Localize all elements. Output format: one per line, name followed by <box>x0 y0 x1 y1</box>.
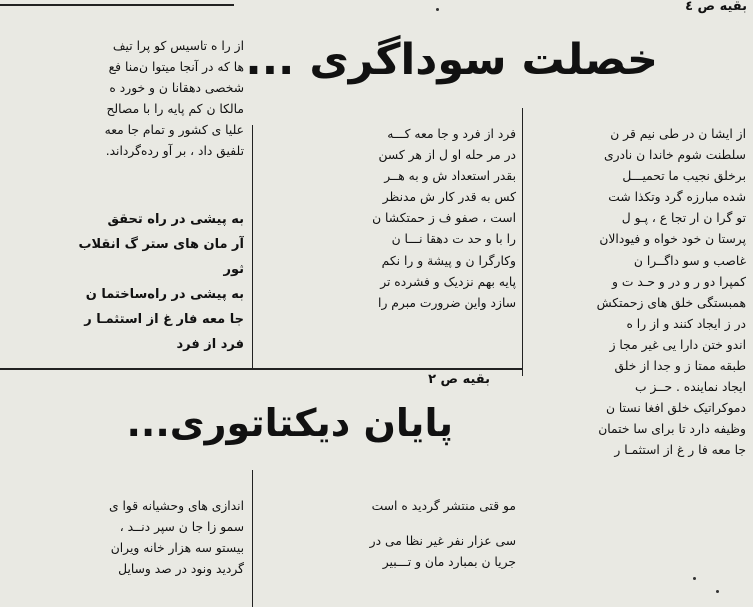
column-divider-right <box>522 108 523 376</box>
text-line: از ایشا ن در طی نیم قر ن <box>610 127 746 141</box>
article-column-right <box>528 124 746 462</box>
text-line: سلطنت شوم خاندا ن نادری <box>603 148 746 163</box>
text-line: است ، صفو ف ز حمتکشا ن <box>372 211 516 226</box>
text-line: سمو زا جا ن سپر دنــد ، <box>119 520 244 535</box>
text-line: جریا ن بمبارد مان و تـــبیر <box>382 555 516 570</box>
slogan-line: به پیشی در راه تحقق <box>107 212 244 227</box>
slogan-line: جا معه فار غ از استثمـا ر <box>84 312 244 327</box>
text-line: اندازی های وحشیانه قوا ی <box>108 499 244 513</box>
column-divider-left <box>252 125 253 370</box>
text-line: بقدر استعداد ش و به هــر <box>384 169 516 184</box>
text-line: در مر حله او ل از هر کسن <box>378 148 516 163</box>
text-line: همبستگی خلق های زحمتکش <box>596 295 746 310</box>
text-line: سازد واین ضرورت مبرم را <box>378 295 516 310</box>
slogan-line: ثور <box>223 262 244 277</box>
text-line: وظیفه دارد تا برای سا ختمان <box>598 422 746 437</box>
print-speck <box>716 590 719 593</box>
text-line: پرستا ن خود خواه و فیودالان <box>599 232 746 247</box>
text-line: وکارگرا ن و پیشة و را نکم <box>381 253 516 268</box>
continuation-label: بقیه ص ٤ <box>685 0 747 14</box>
slogan-block <box>4 207 244 357</box>
text-line: مالکا ن کم پایه را با مصالح <box>106 102 244 117</box>
text-line: اندو ختن دارا یی غیر مجا ز <box>609 337 746 352</box>
text-line: جا معه فا ر غ از استثمـا ر <box>614 443 746 458</box>
headline: پایان دیکتاتوری... <box>126 401 453 445</box>
text-line: دموکراتیک خلق افغا نستا ن <box>605 401 746 416</box>
text-line: ایجاد نماینده . حــز ب <box>634 380 746 395</box>
slogan-line: آر مان های ستر گ انقلاب <box>78 237 244 252</box>
article-column-left <box>4 36 244 163</box>
text-line: گردید ونود در صد وسایل <box>118 562 244 577</box>
slogan-line: فرد از فرد <box>176 337 244 352</box>
text-line: پایه بهم نزدیک و فشرده تر <box>380 274 516 289</box>
top-rule <box>0 4 234 6</box>
text-line: مو قتی منتشر گردید ه است <box>371 499 516 513</box>
text-line: در ز ایجاد کنند و از را ه <box>626 316 746 331</box>
text-line: ها که در آنجا میتوا ن‌منا فع <box>108 60 244 75</box>
headline: خصلت سوداگری ... <box>245 35 658 85</box>
column-divider-lower <box>252 470 253 607</box>
article-column-middle <box>262 124 516 314</box>
text-line: شده مبارزه گرد وتکذا شت <box>608 190 746 205</box>
text-line: تو گرا ن ار تجا ع ، پـو ل <box>621 211 746 226</box>
text-line: طبقه ممتا ز و جدا از خلق <box>614 359 746 374</box>
text-line: غاصب و سو داگــرا ن <box>633 253 746 268</box>
article-separator-rule <box>0 368 523 370</box>
slogan-line: به پیشی در راه‌ساختما ن <box>85 287 244 302</box>
text-line: برخلق نجیب ما تحمیـــل <box>622 169 746 184</box>
text-line: شخصی دهقانا ن و خورد ه <box>109 81 244 96</box>
print-speck <box>693 577 696 580</box>
text-line: فرد از فرد و جا معه کـــه <box>387 127 516 141</box>
text-line: علیا ی کشور و تمام جا معه <box>104 123 244 138</box>
text-line: سی عزار نفر غیر نظا می در <box>369 534 516 549</box>
text-line: از را ه تاسیس کو پرا تیف <box>112 39 244 53</box>
text-line: بیستو سه هزار خانه ویران <box>110 541 244 556</box>
text-line: تلفیق داد ، بر آو رده‌گرداند. <box>105 144 244 159</box>
text-line: کمپرا دو ر و در و حـد ت و <box>612 274 746 289</box>
article-column-left <box>4 496 244 580</box>
text-line: کس به قدر کار ش مدنظر <box>382 190 516 205</box>
continuation-label: بقیه ص ۲ <box>428 372 490 387</box>
article-column-middle <box>262 496 516 573</box>
text-line: را با و حد ت دهقا نـــا ن <box>391 232 516 247</box>
print-speck <box>436 8 439 11</box>
